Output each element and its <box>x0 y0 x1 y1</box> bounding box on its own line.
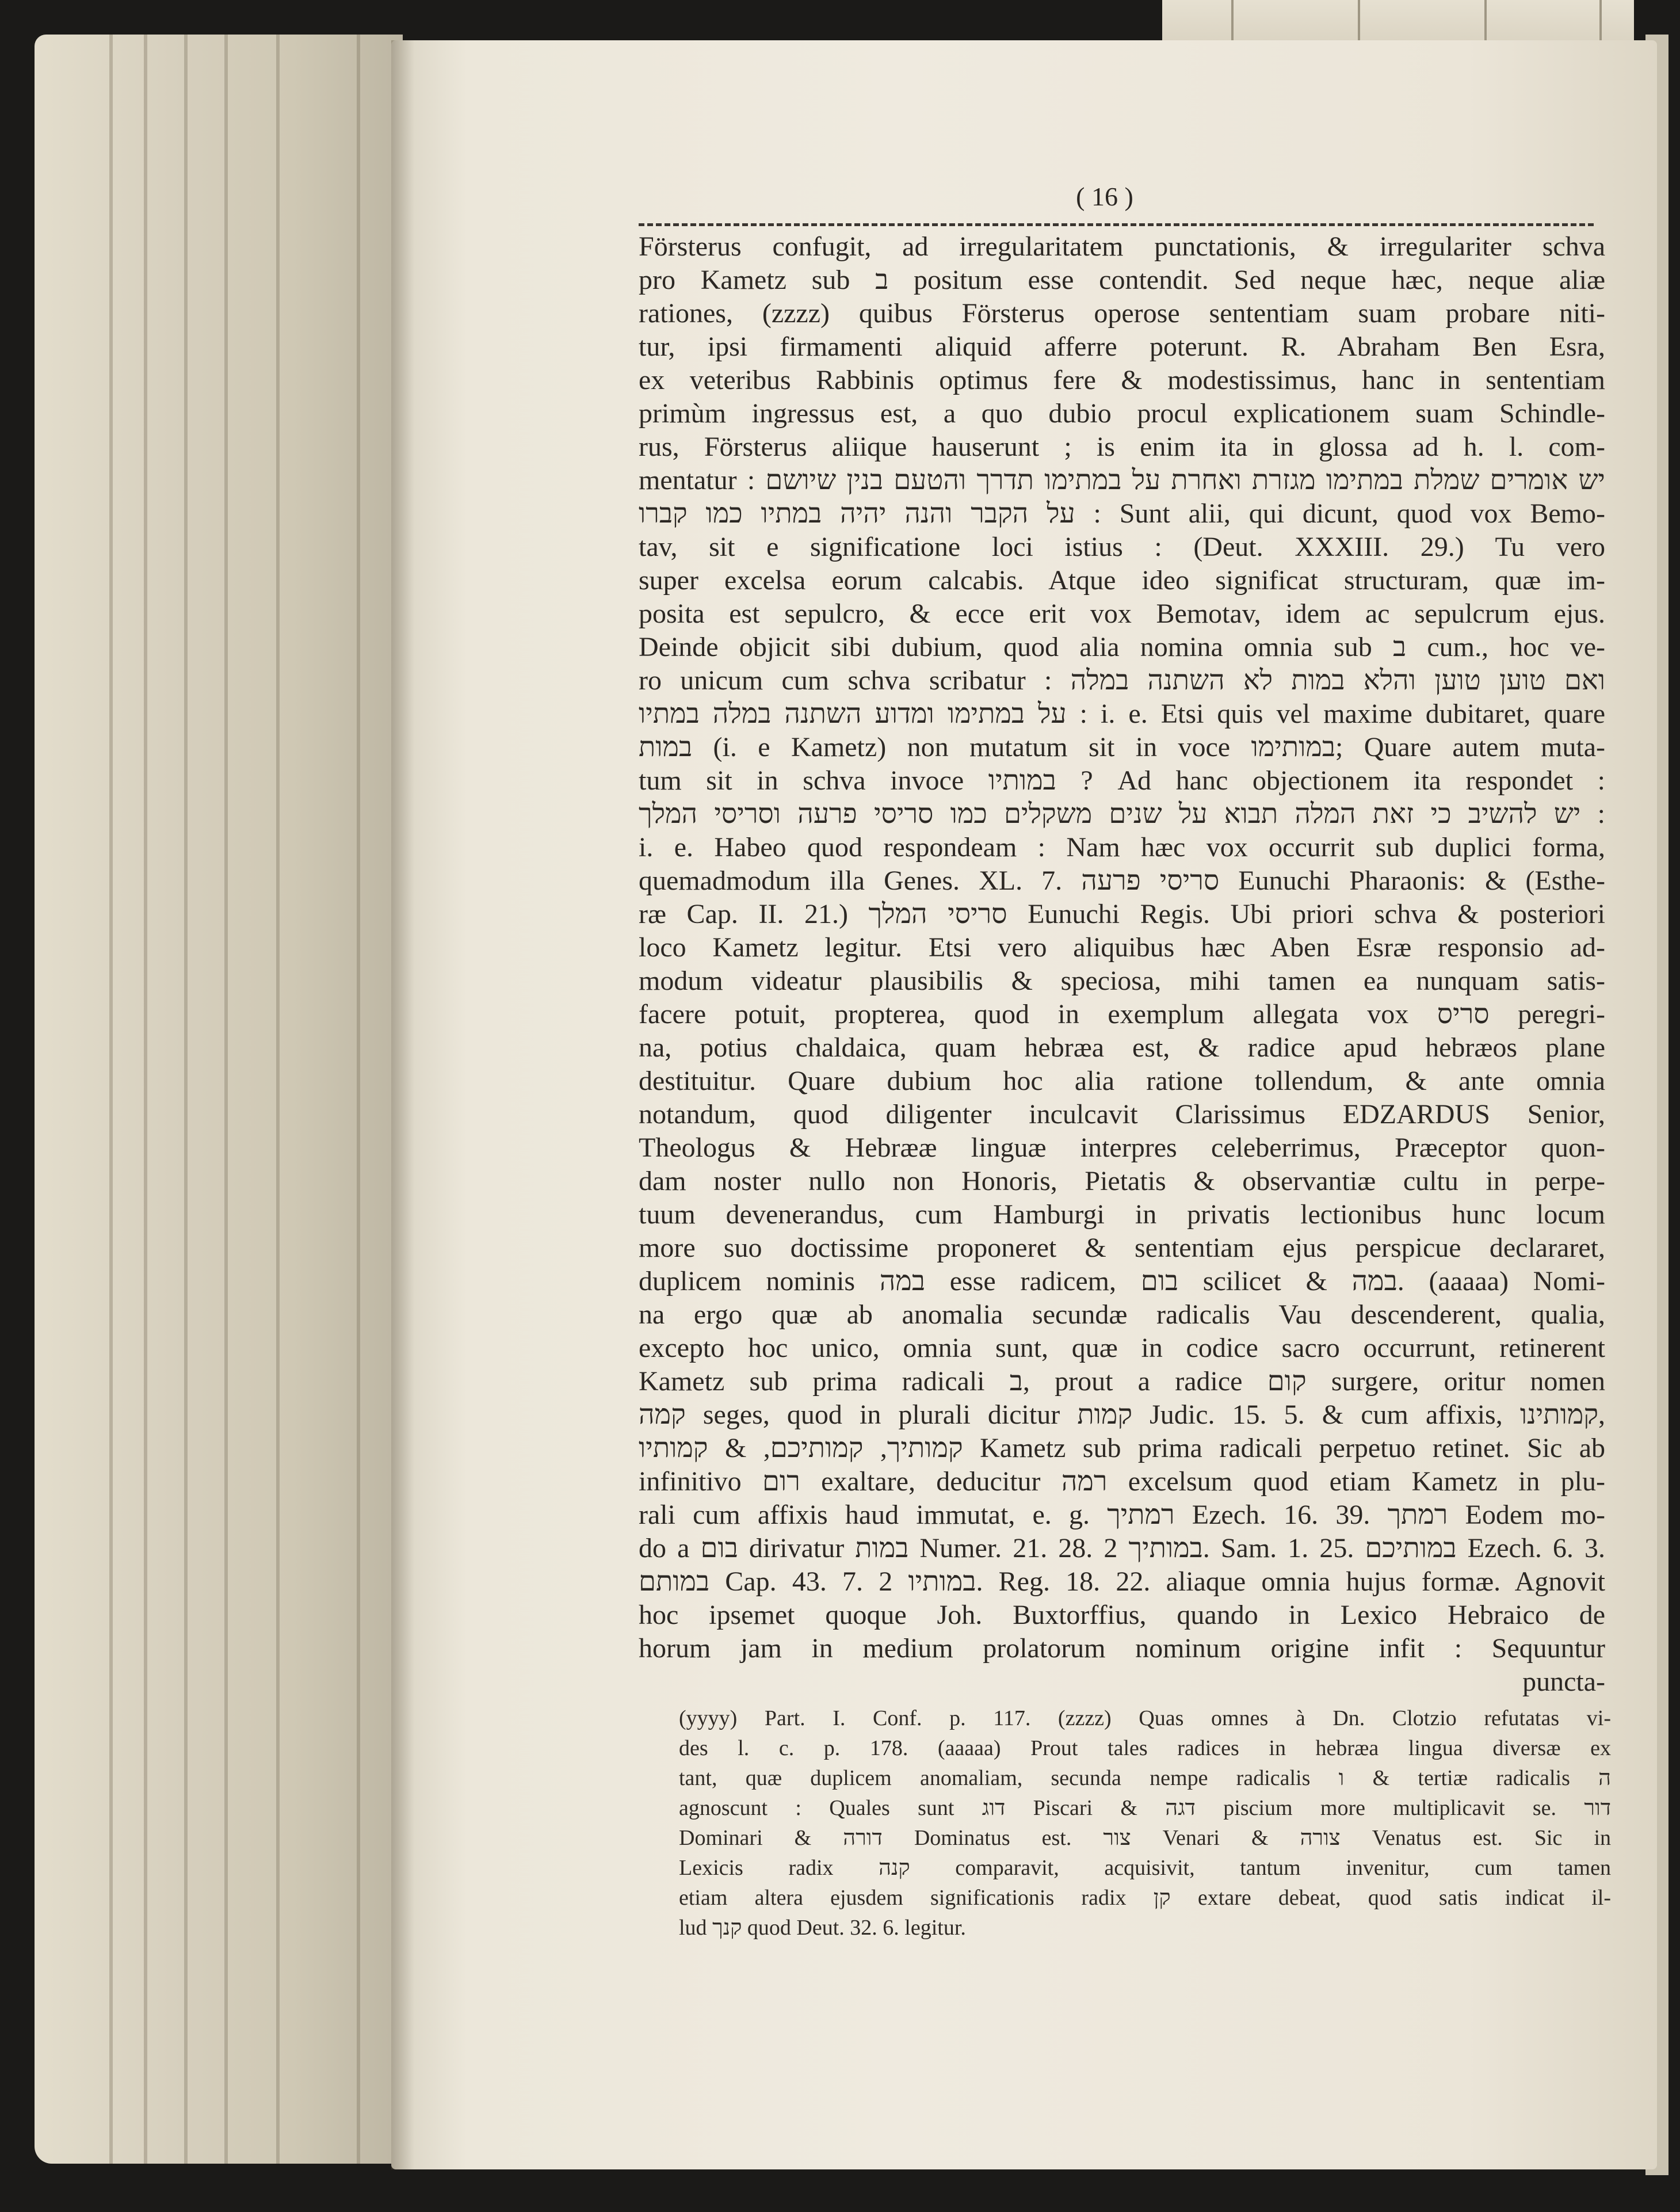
text-line: ræ Cap. II. 21.) סריסי המלך Eunuchi Regis. Ubi priori schva & posteriori <box>639 899 1605 929</box>
text-line: na ergo quæ ab anomalia secundæ radicalis Vau descenderent, qualia, <box>639 1299 1605 1330</box>
book-page-stack <box>35 35 403 2164</box>
text-line: pro Kametz sub ב positum esse contendit. Sed neque hæc, neque aliæ <box>639 265 1605 295</box>
text-line: במותם Cap. 43. 7. במותיו 2. Reg. 18. 22. aliaque omnia hujus formæ. Agnovit <box>639 1566 1605 1597</box>
text-line: hoc ipsemet quoque Joh. Buxtorffius, quando in Lexico Hebraico de <box>639 1600 1605 1630</box>
text-line: mentatur : יש אומרים שמלת במתימו מגזרת ואחרת על במתימו תדרך והטעם בנין שיושם <box>639 465 1605 495</box>
text-line: more suo doctissime proponeret & sententiam ejus perspicue declararet, <box>639 1233 1605 1263</box>
text-line: יש להשיב כי זאת המלה תבוא על שנים משקלים כמו סריסי פרעה וסריסי המלך : <box>639 799 1605 829</box>
text-line: קמותיך, קמותיכם, & קמותיו Kametz sub prima radicali perpetuo retinet. Sic ab <box>639 1433 1605 1463</box>
page-edge <box>109 35 113 2164</box>
text-line: Försterus confugit, ad irregularitatem punctationis, & irregulariter schva <box>639 231 1605 262</box>
header-rule <box>639 223 1594 230</box>
text-line: horum jam in medium prolatorum nominum origine infit : Sequuntur <box>639 1633 1605 1664</box>
text-line: ro unicum cum schva scribatur : ואם טוען טוען והלא במות לא השתנה במלה <box>639 665 1605 696</box>
text-line: במות (i. e Kametz) non mutatum sit in voce במותימו; Quare autem muta- <box>639 732 1605 762</box>
footnote-line: Dominari & דורה Dominatus est. צור Venari & צורה Venatus est. Sic in <box>679 1826 1611 1850</box>
page-edge <box>224 35 228 2164</box>
page-edge <box>144 35 147 2164</box>
text-line: excepto hoc unico, omnia sunt, quæ in codice sacro occurrunt, retinerent <box>639 1333 1605 1363</box>
text-line: i. e. Habeo quod respondeam : Nam hæc vox occurrit sub duplici forma, <box>639 832 1605 863</box>
main-text <box>639 230 1605 1699</box>
text-line: ex veteribus Rabbinis optimus fere & modestissimus, hanc in sententiam <box>639 365 1605 395</box>
text-line: tuum devenerandus, cum Hamburgi in privatis lectionibus hunc locum <box>639 1199 1605 1230</box>
page-number-header: ( 16 ) <box>1076 182 1133 211</box>
page-edge <box>357 35 360 2164</box>
text-line: infinitivo רום exaltare, deducitur רמה excelsum quod etiam Kametz in plu- <box>639 1466 1605 1497</box>
page-edge <box>276 35 280 2164</box>
gutter-shadow <box>391 40 414 2169</box>
text-line: rus, Försterus aliique hauserunt ; is enim ita in glossa ad h. l. com- <box>639 432 1605 462</box>
footnote-line: des l. c. p. 178. (aaaaa) Prout tales radices in hebræa lingua diversæ ex <box>679 1736 1611 1760</box>
text-line: קמה seges, quod in plurali dicitur קמות Judic. 15. 5. & cum affixis, קמותינו, <box>639 1399 1605 1430</box>
footnotes <box>679 1703 1611 1943</box>
text-line: posita est sepulcro, & ecce erit vox Bemotav, idem ac sepulcrum ejus. <box>639 598 1605 629</box>
text-line: Deinde objicit sibi dubium, quod alia nomina omnia sub ב cum., hoc ve- <box>639 632 1605 662</box>
footnote-line: lud קנך quod Deut. 32. 6. legitur. <box>679 1916 966 1940</box>
footnote-line: etiam altera ejusdem significationis radix קן extare debeat, quod satis indicat il- <box>679 1886 1611 1910</box>
text-line: puncta- <box>1522 1666 1605 1697</box>
page-edge <box>184 35 188 2164</box>
footnote-line: agnoscunt : Quales sunt דוג Piscari & דגה piscium more multiplicavit se. דור <box>679 1796 1611 1820</box>
footnote-line: tant, quæ duplicem anomaliam, secunda nempe radicalis ו & tertiæ radicalis ה <box>679 1766 1611 1790</box>
text-line: rali cum affixis haud immutat, e. g. רמתיך Ezech. 16. 39. רמתך Eodem mo- <box>639 1500 1605 1530</box>
footnote-line: Lexicis radix קנה comparavit, acquisivit, tantum invenitur, cum tamen <box>679 1856 1611 1880</box>
text-line: quemadmodum illa Genes. XL. 7. סריסי פרעה Eunuchi Pharaonis: & (Esthe- <box>639 865 1605 896</box>
text-line: Kametz sub prima radicali ב, prout a radice קום surgere, oritur nomen <box>639 1366 1605 1397</box>
text-line: dam noster nullo non Honoris, Pietatis & observantiæ cultu in perpe- <box>639 1166 1605 1196</box>
text-line: na, potius chaldaica, quam hebræa est, & radice apud hebræos plane <box>639 1032 1605 1063</box>
text-line: modum videatur plausibilis & speciosa, mihi tamen ea nunquam satis- <box>639 966 1605 996</box>
text-line: על הקבר והנה יהיה במתיו כמו קברו : Sunt alii, qui dicunt, quod vox Bemo- <box>639 498 1605 529</box>
text-line: duplicem nominis במה esse radicem, בום scilicet & במה. (aaaaa) Nomi- <box>639 1266 1605 1296</box>
text-line: tum sit in schva invoce במותיו ? Ad hanc objectionem ita respondet : <box>639 765 1605 796</box>
text-line: tav, sit e significatione loci istius : (Deut. XXXIII. 29.) Tu vero <box>639 532 1605 562</box>
text-line: facere potuit, propterea, quod in exemplum allegata vox סריס peregri- <box>639 999 1605 1029</box>
footnote-line: (yyyy) Part. I. Conf. p. 117. (zzzz) Quas omnes à Dn. Clotzio refutatas vi- <box>679 1706 1611 1730</box>
text-line: rationes, (zzzz) quibus Försterus operose sententiam suam probare niti- <box>639 298 1605 329</box>
text-line: loco Kametz legitur. Etsi vero aliquibus hæc Aben Esræ responsio ad- <box>639 932 1605 963</box>
text-line: destituitur. Quare dubium hoc alia ratione tollendum, & ante omnia <box>639 1066 1605 1096</box>
text-line: super excelsa eorum calcabis. Atque ideo significat structuram, quæ im- <box>639 565 1605 596</box>
text-line: Theologus & Hebrææ linguæ interpres celeberrimus, Præceptor quon- <box>639 1132 1605 1163</box>
text-line: notandum, quod diligenter inculcavit Clarissimus EDZARDUS Senior, <box>639 1099 1605 1130</box>
text-line: do a בום dirivatur במות Numer. 21. 28. במותיך 2. Sam. 1. 25. במותיכם Ezech. 6. 3. <box>639 1533 1605 1563</box>
text-line: tur, ipsi firmamenti aliquid afferre poterunt. R. Abraham Ben Esra, <box>639 331 1605 362</box>
text-line: על במתימו ומדוע השתנה במלה במתיו : i. e. Etsi quis vel maxime dubitaret, quare <box>639 699 1605 729</box>
text-line: primùm ingressus est, a quo dubio procul explicationem suam Schindle- <box>639 398 1605 429</box>
